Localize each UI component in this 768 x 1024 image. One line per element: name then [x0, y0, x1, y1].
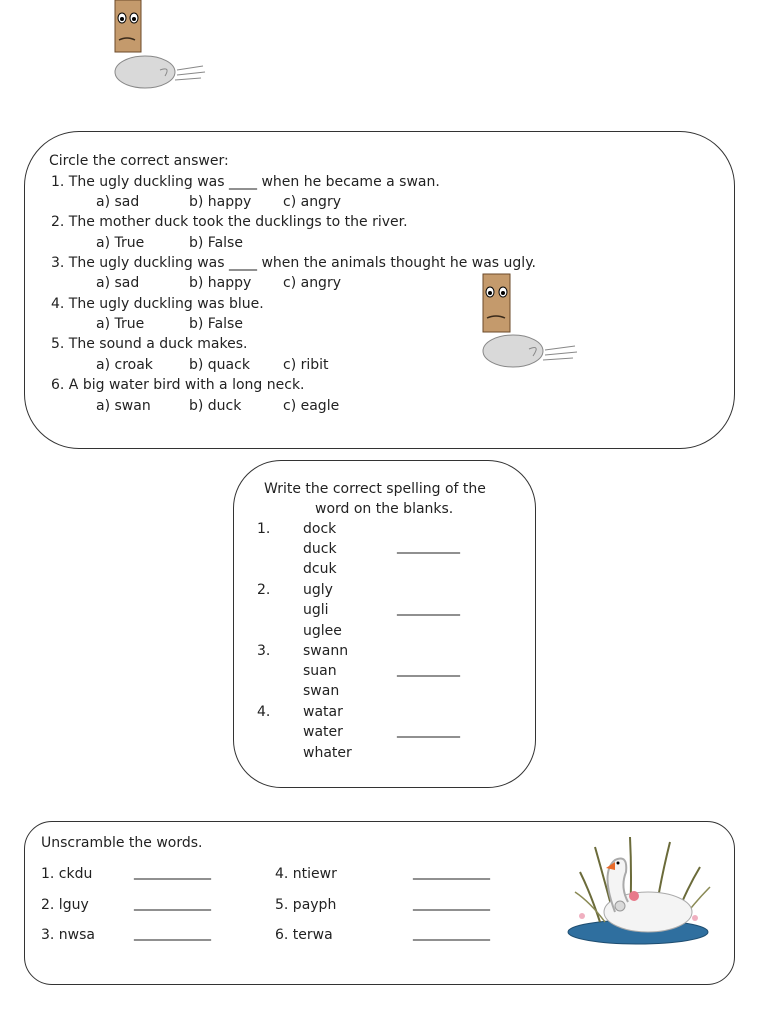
spelling-item-3-word-3: swan — [303, 683, 340, 699]
spelling-item-4-word-3: whater — [303, 745, 352, 761]
question-1: 1. The ugly duckling was ____ when he became a swan. — [51, 174, 440, 190]
unscramble-item-1: 1. ckdu — [41, 866, 93, 882]
question-2: 2. The mother duck took the ducklings to the river. — [51, 214, 408, 230]
spelling-item-1-word-2: duck — [303, 541, 337, 557]
unscramble-item-2: 2. lguy — [41, 897, 89, 913]
spelling-item-4-blank[interactable]: _________ — [397, 722, 460, 738]
question-4: 4. The ugly duckling was blue. — [51, 296, 264, 312]
question-2-option-a[interactable]: a) True — [96, 235, 145, 251]
spelling-title-line-2: word on the blanks. — [315, 501, 454, 517]
spelling-item-3-word-2: suan — [303, 663, 337, 679]
unscramble-item-5: 5. payph — [275, 897, 337, 913]
question-1-option-c[interactable]: c) angry — [283, 194, 341, 210]
unscramble-title: Unscramble the words. — [41, 835, 203, 851]
unscramble-item-4-blank[interactable]: ___________ — [413, 864, 490, 880]
unscramble-item-5-blank[interactable]: ___________ — [413, 895, 490, 911]
paper-bag-duckling-illustration-top — [105, 0, 215, 95]
spelling-item-1-number: 1. — [257, 521, 271, 537]
spelling-item-1-word-3: dcuk — [303, 561, 337, 577]
question-4-option-a[interactable]: a) True — [96, 316, 145, 332]
question-5-option-b[interactable]: b) quack — [189, 357, 250, 373]
paper-bag-duckling-illustration-middle — [475, 272, 585, 377]
question-1-option-b[interactable]: b) happy — [189, 194, 252, 210]
swan-on-nest-illustration — [560, 832, 720, 952]
spelling-item-4-word-1: watar — [303, 704, 343, 720]
unscramble-item-3: 3. nwsa — [41, 927, 96, 943]
question-6: 6. A big water bird with a long neck. — [51, 377, 305, 393]
question-6-option-b[interactable]: b) duck — [189, 398, 242, 414]
spelling-title-line-1: Write the correct spelling of the — [264, 481, 486, 497]
spelling-item-2-word-1: ugly — [303, 582, 333, 598]
spelling-item-1-word-1: dock — [303, 521, 337, 537]
multiple-choice-title: Circle the correct answer: — [49, 153, 229, 169]
question-6-option-a[interactable]: a) swan — [96, 398, 151, 414]
spelling-item-3-word-1: swann — [303, 643, 349, 659]
question-4-option-b[interactable]: b) False — [189, 316, 243, 332]
unscramble-item-6: 6. terwa — [275, 927, 333, 943]
question-3-option-c[interactable]: c) angry — [283, 275, 341, 291]
spelling-item-3-number: 3. — [257, 643, 271, 659]
unscramble-item-6-blank[interactable]: ___________ — [413, 925, 490, 941]
spelling-item-1-blank[interactable]: _________ — [397, 538, 460, 554]
spelling-item-3-blank[interactable]: _________ — [397, 661, 460, 677]
question-5: 5. The sound a duck makes. — [51, 336, 248, 352]
question-1-option-a[interactable]: a) sad — [96, 194, 140, 210]
question-5-option-a[interactable]: a) croak — [96, 357, 153, 373]
unscramble-item-3-blank[interactable]: ___________ — [134, 925, 211, 941]
question-5-option-c[interactable]: c) ribit — [283, 357, 329, 373]
question-3-option-b[interactable]: b) happy — [189, 275, 252, 291]
unscramble-item-1-blank[interactable]: ___________ — [134, 864, 211, 880]
spelling-item-4-number: 4. — [257, 704, 271, 720]
question-2-option-b[interactable]: b) False — [189, 235, 243, 251]
spelling-item-2-word-2: ugli — [303, 602, 329, 618]
spelling-item-2-number: 2. — [257, 582, 271, 598]
question-3: 3. The ugly duckling was ____ when the animals thought he was ugly. — [51, 255, 536, 271]
spelling-item-2-word-3: uglee — [303, 623, 342, 639]
unscramble-item-4: 4. ntiewr — [275, 866, 337, 882]
spelling-item-4-word-2: water — [303, 724, 343, 740]
unscramble-item-2-blank[interactable]: ___________ — [134, 895, 211, 911]
question-6-option-c[interactable]: c) eagle — [283, 398, 340, 414]
spelling-item-2-blank[interactable]: _________ — [397, 600, 460, 616]
question-3-option-a[interactable]: a) sad — [96, 275, 140, 291]
